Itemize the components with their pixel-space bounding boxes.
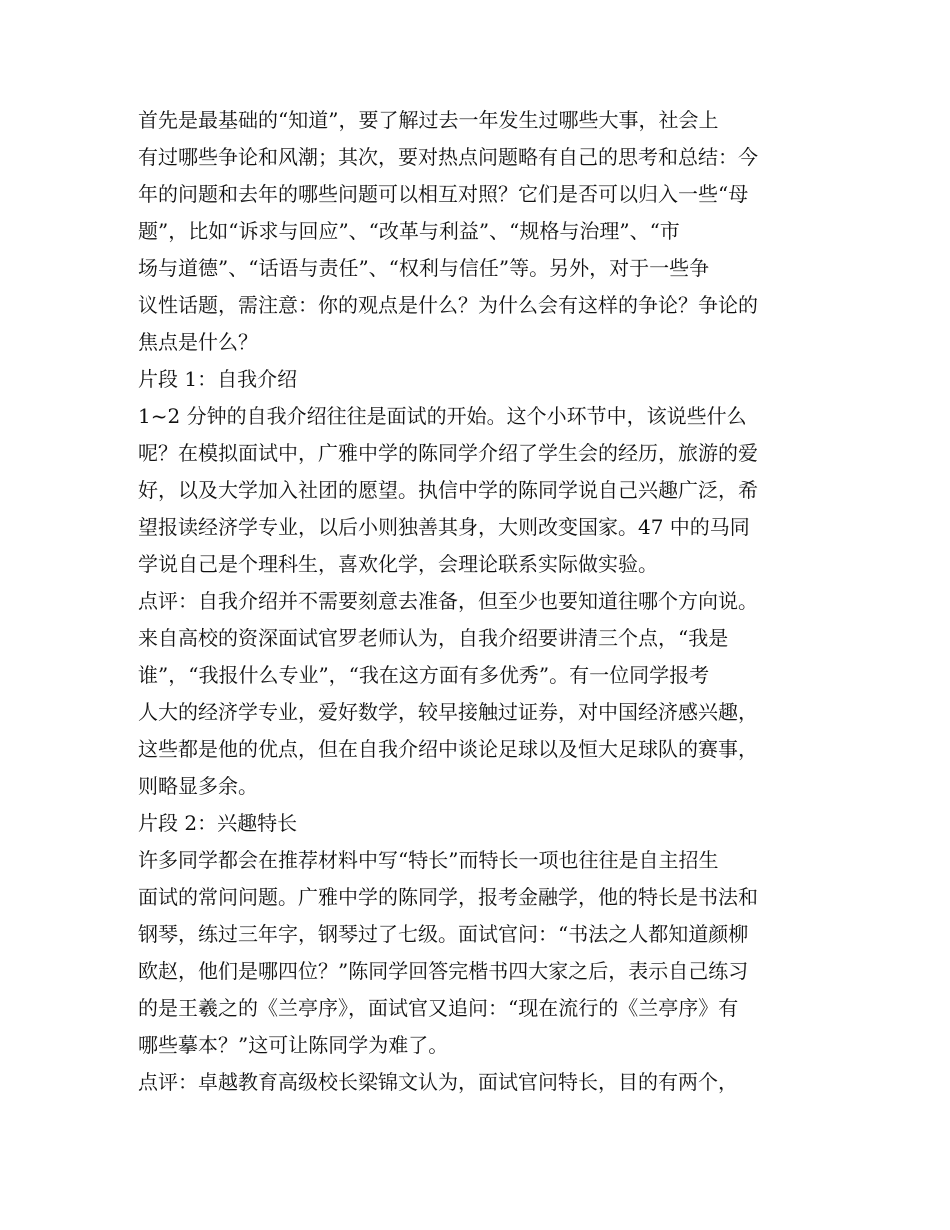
section-heading: 片段 2：兴趣特长 bbox=[138, 811, 298, 835]
text-line: 谁”，“我报什么专业”，“我在这方面有多优秀”。有一位同学报考 bbox=[138, 663, 710, 687]
text-line: 的是王羲之的《兰亭序》，面试官又追问：“现在流行的《兰亭序》有 bbox=[138, 996, 739, 1020]
document-body bbox=[138, 102, 818, 1101]
section-heading: 片段 1：自我介绍 bbox=[138, 367, 298, 391]
text-line: 1~2 分钟的自我介绍往往是面试的开始。这个小环节中，该说些什么 bbox=[138, 404, 747, 428]
text-line: 这些都是他的优点，但在自我介绍中谈论足球以及恒大足球队的赛事， bbox=[138, 737, 758, 761]
text-line: 哪些摹本？”这可让陈同学为难了。 bbox=[138, 1033, 449, 1057]
text-line: 望报读经济学专业，以后小则独善其身，大则改变国家。47 中的马同 bbox=[138, 515, 750, 539]
text-line: 人大的经济学专业，爱好数学，较早接触过证券，对中国经济感兴趣， bbox=[138, 700, 758, 724]
text-line: 钢琴，练过三年字，钢琴过了七级。面试官问：“书法之人都知道颜柳 bbox=[138, 922, 749, 946]
text-line: 焦点是什么？ bbox=[138, 330, 258, 354]
text-line: 来自高校的资深面试官罗老师认为，自我介绍要讲清三个点，“我是 bbox=[138, 626, 729, 650]
text-line: 许多同学都会在推荐材料中写“特长”而特长一项也往往是自主招生 bbox=[138, 848, 719, 872]
text-line: 议性话题，需注意：你的观点是什么？为什么会有这样的争论？争论的 bbox=[138, 293, 758, 317]
text-line: 好，以及大学加入社团的愿望。执信中学的陈同学说自己兴趣广泛，希 bbox=[138, 478, 758, 502]
text-line: 欧赵，他们是哪四位？”陈同学回答完楷书四大家之后，表示自己练习 bbox=[138, 959, 749, 983]
text-line: 有过哪些争论和风潮；其次，要对热点问题略有自己的思考和总结：今 bbox=[138, 145, 758, 169]
text-line: 面试的常问问题。广雅中学的陈同学，报考金融学，他的特长是书法和 bbox=[138, 885, 758, 909]
text-line: 首先是最基础的“知道”，要了解过去一年发生过哪些大事，社会上 bbox=[138, 108, 719, 132]
text-line: 呢？在模拟面试中，广雅中学的陈同学介绍了学生会的经历，旅游的爱 bbox=[138, 441, 758, 465]
text-line: 点评：自我介绍并不需要刻意去准备，但至少也要知道往哪个方向说。 bbox=[138, 589, 758, 613]
text-line: 题”，比如“诉求与回应”、“改革与利益”、“规格与治理”、“市 bbox=[138, 219, 680, 243]
text-line: 场与道德”、“话语与责任”、“权利与信任”等。另外，对于一些争 bbox=[138, 256, 710, 280]
text-line: 年的问题和去年的哪些问题可以相互对照？它们是否可以归入一些“母 bbox=[138, 182, 749, 206]
text-line: 点评：卓越教育高级校长梁锦文认为，面试官问特长，目的有两个， bbox=[138, 1070, 738, 1094]
text-line: 则略显多余。 bbox=[138, 774, 258, 798]
text-line: 学说自己是个理科生，喜欢化学，会理论联系实际做实验。 bbox=[138, 552, 658, 576]
